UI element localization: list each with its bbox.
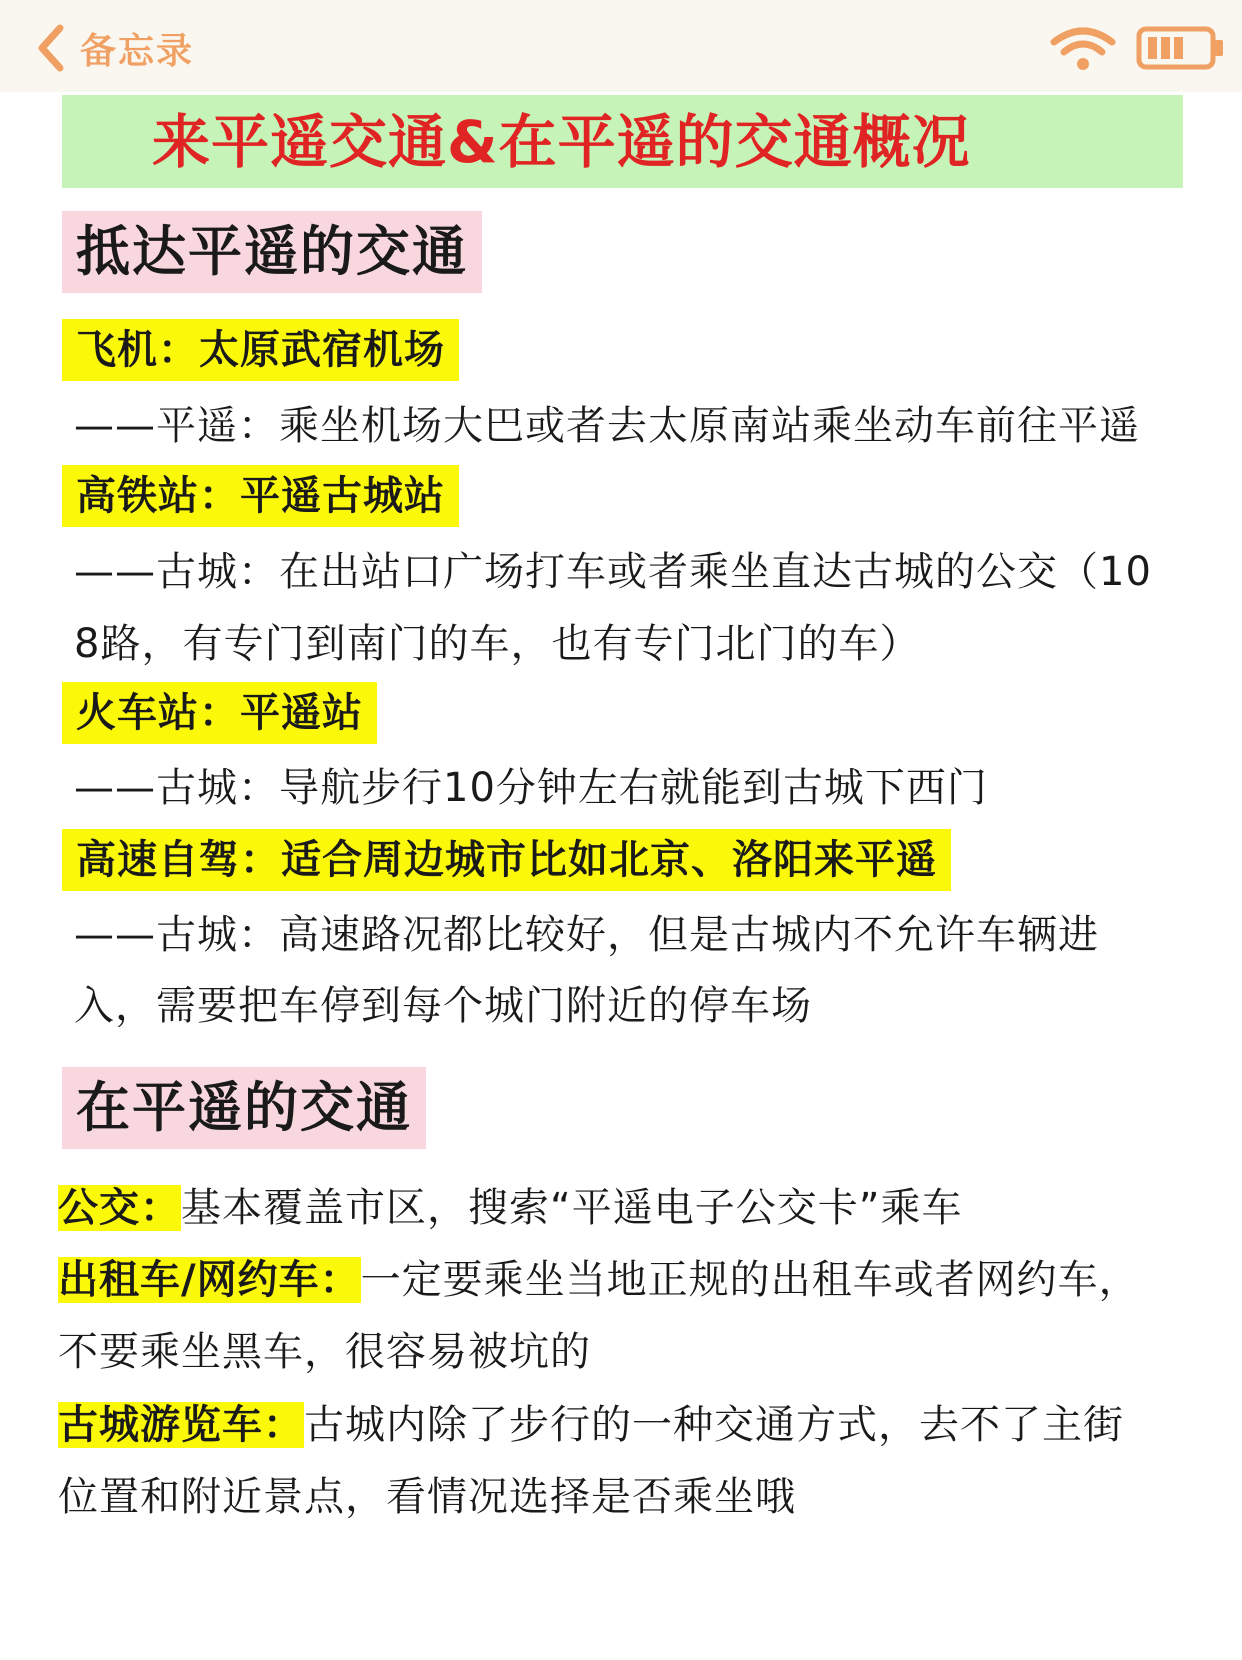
transport-desc-self-drive-cont: 入，需要把车停到每个城门附近的停车场 bbox=[74, 983, 812, 1029]
page-title: 来平遥交通&在平遥的交通概况 bbox=[152, 108, 971, 176]
local-text-sightseeing-car: 古城内除了步行的一种交通方式，去不了主街 bbox=[304, 1402, 1124, 1448]
local-text-taxi: 一定要乘坐当地正规的出租车或者网约车， bbox=[360, 1257, 1140, 1303]
back-button[interactable] bbox=[36, 22, 194, 74]
transport-desc-self-drive: ——古城：高速路况都比较好，但是古城内不允许车辆进 bbox=[74, 912, 1099, 958]
transport-label-self-drive: 高速自驾：适合周边城市比如北京、洛阳来平遥 bbox=[62, 829, 951, 891]
transport-label-high-speed-rail: 高铁站：平遥古城站 bbox=[62, 465, 459, 527]
local-item-taxi bbox=[58, 1244, 1140, 1316]
back-label: 备忘录 bbox=[80, 30, 195, 72]
section-header-arrival: 抵达平遥的交通 bbox=[62, 211, 482, 293]
battery-icon bbox=[1136, 26, 1226, 70]
local-label-sightseeing-car: 古城游览车： bbox=[58, 1402, 304, 1448]
transport-desc-high-speed-rail-cont: 8路，有专门到南门的车，也有专门北门的车） bbox=[74, 621, 921, 667]
top-bar bbox=[0, 0, 1242, 92]
local-text-bus: 基本覆盖市区，搜索“平遥电子公交卡”乘车 bbox=[181, 1185, 963, 1231]
transport-desc-train: ——古城：导航步行10分钟左右就能到古城下西门 bbox=[74, 765, 988, 811]
section-header-local: 在平遥的交通 bbox=[62, 1067, 426, 1149]
transport-label-train: 火车站：平遥站 bbox=[62, 682, 377, 744]
local-label-bus: 公交： bbox=[58, 1185, 181, 1231]
chevron-left-icon bbox=[36, 24, 66, 72]
transport-label-airport: 飞机：太原武宿机场 bbox=[62, 319, 459, 381]
local-text-sightseeing-car-cont: 位置和附近景点，看情况选择是否乘坐哦 bbox=[58, 1474, 796, 1520]
local-item-bus bbox=[58, 1172, 962, 1244]
transport-desc-high-speed-rail: ——古城：在出站口广场打车或者乘坐直达古城的公交（10 bbox=[74, 549, 1152, 595]
local-label-taxi: 出租车/网约车： bbox=[58, 1257, 361, 1303]
local-item-sightseeing-car bbox=[58, 1389, 1124, 1461]
local-text-taxi-cont: 不要乘坐黑车，很容易被坑的 bbox=[58, 1329, 591, 1375]
transport-desc-airport: ——平遥：乘坐机场大巴或者去太原南站乘坐动车前往平遥 bbox=[74, 403, 1140, 449]
wifi-icon bbox=[1050, 26, 1116, 72]
